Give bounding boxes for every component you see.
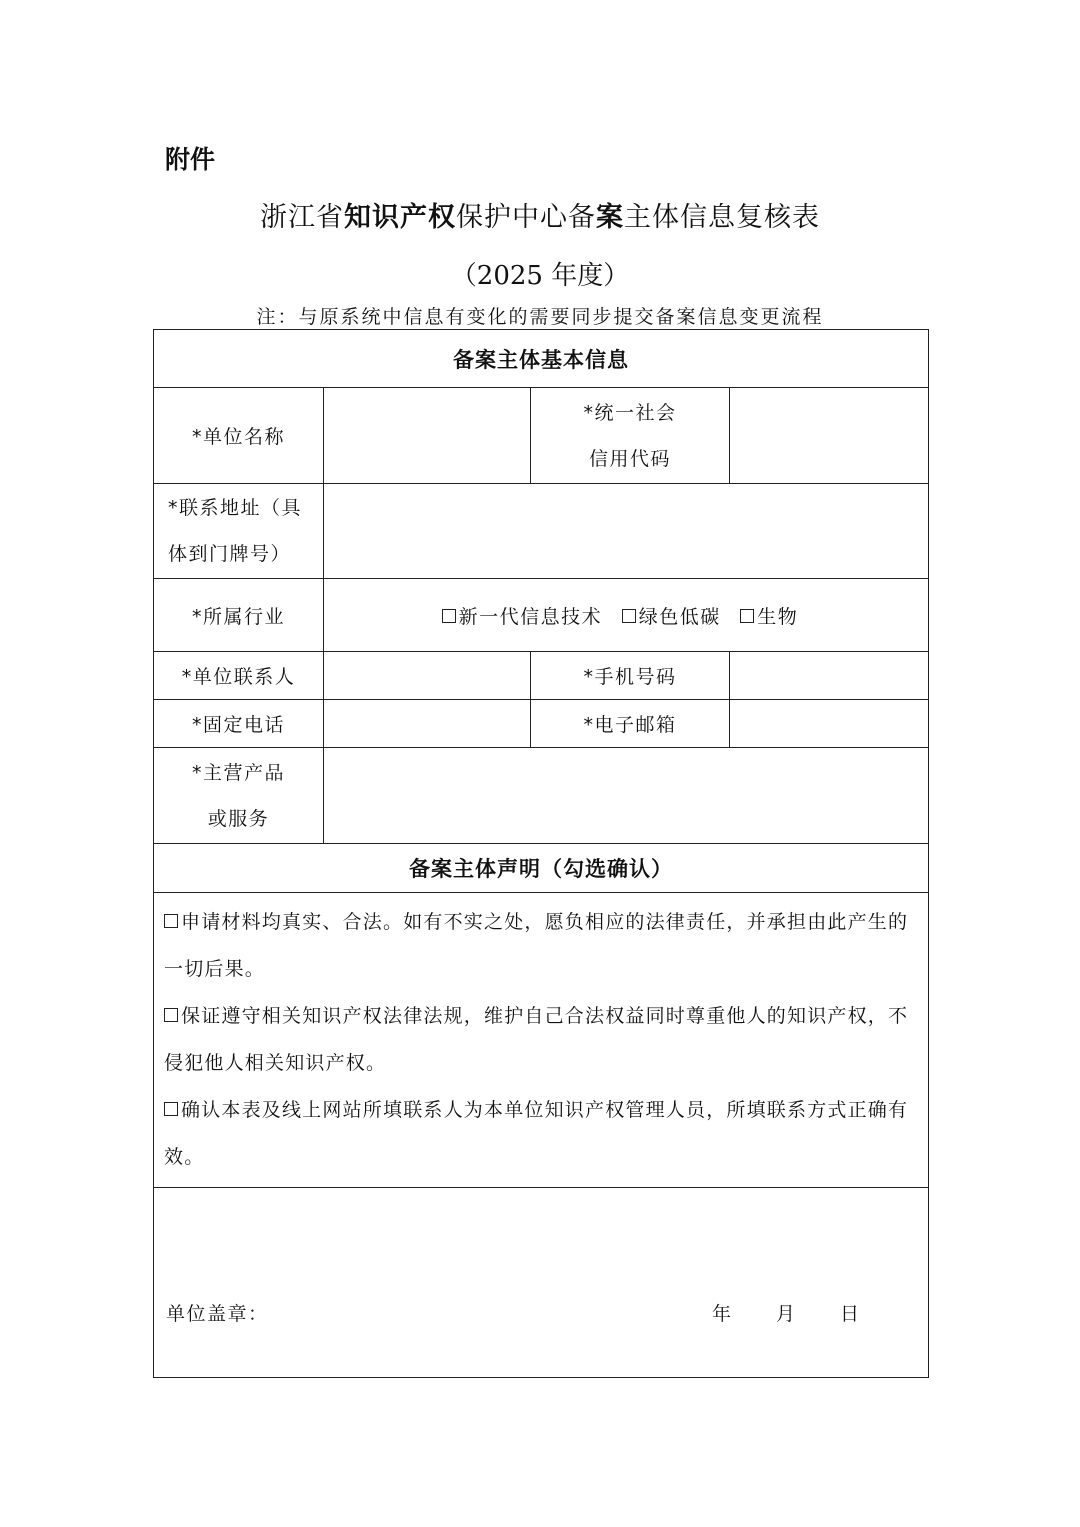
industry-option-it[interactable]: 新一代信息技术 xyxy=(442,606,603,628)
checkbox-icon[interactable] xyxy=(164,1102,178,1116)
section-basic-info: 备案主体基本信息 xyxy=(154,330,929,388)
industry-option-bio[interactable]: 生物 xyxy=(740,606,798,628)
date-line: 年 月 日 xyxy=(712,1302,861,1325)
contact-label: *单位联系人 xyxy=(154,652,324,700)
checkbox-icon[interactable] xyxy=(164,914,178,928)
declaration-item[interactable]: 保证遵守相关知识产权法律法规，维护自己合法权益同时尊重他人的知识产权，不侵犯他人相关知识产权。 xyxy=(164,1005,909,1074)
form-title: 浙江省知识产权保护中心备案主体信息复核表 xyxy=(260,202,820,233)
form-year: （2025 年度） xyxy=(450,261,630,291)
mobile-input[interactable] xyxy=(730,652,929,700)
checkbox-icon[interactable] xyxy=(740,609,754,623)
checkbox-icon[interactable] xyxy=(622,609,636,623)
landline-label: *固定电话 xyxy=(154,700,324,748)
address-label: *联系地址（具 体到门牌号） xyxy=(154,484,324,579)
unit-name-label: *单位名称 xyxy=(154,388,324,484)
industry-options xyxy=(324,579,929,652)
industry-option-green[interactable]: 绿色低碳 xyxy=(622,606,721,628)
seal-label: 单位盖章： xyxy=(166,1302,269,1325)
checkbox-icon[interactable] xyxy=(164,1008,178,1022)
declaration-item[interactable]: 确认本表及线上网站所填联系人为本单位知识产权管理人员，所填联系方式正确有效。 xyxy=(164,1099,909,1168)
credit-code-input[interactable] xyxy=(730,388,929,484)
address-input[interactable] xyxy=(324,484,929,579)
credit-code-label: *统一社会 信用代码 xyxy=(531,388,730,484)
declaration-item[interactable]: 申请材料均真实、合法。如有不实之处，愿负相应的法律责任，并承担由此产生的一切后果。 xyxy=(164,911,909,980)
checkbox-icon[interactable] xyxy=(442,609,456,623)
attachment-label: 附件 xyxy=(165,145,216,174)
mobile-label: *手机号码 xyxy=(531,652,730,700)
signature-area xyxy=(154,1188,929,1378)
unit-name-input[interactable] xyxy=(324,388,531,484)
email-label: *电子邮箱 xyxy=(531,700,730,748)
review-form-table xyxy=(153,329,929,1378)
products-label: *主营产品 或服务 xyxy=(154,748,324,844)
contact-input[interactable] xyxy=(324,652,531,700)
form-note: 注：与原系统中信息有变化的需要同步提交备案信息变更流程 xyxy=(256,306,824,328)
section-declaration: 备案主体声明（勾选确认） xyxy=(154,844,929,893)
declaration-list xyxy=(154,893,929,1188)
landline-input[interactable] xyxy=(324,700,531,748)
products-input[interactable] xyxy=(324,748,929,844)
email-input[interactable] xyxy=(730,700,929,748)
industry-label: *所属行业 xyxy=(154,579,324,652)
